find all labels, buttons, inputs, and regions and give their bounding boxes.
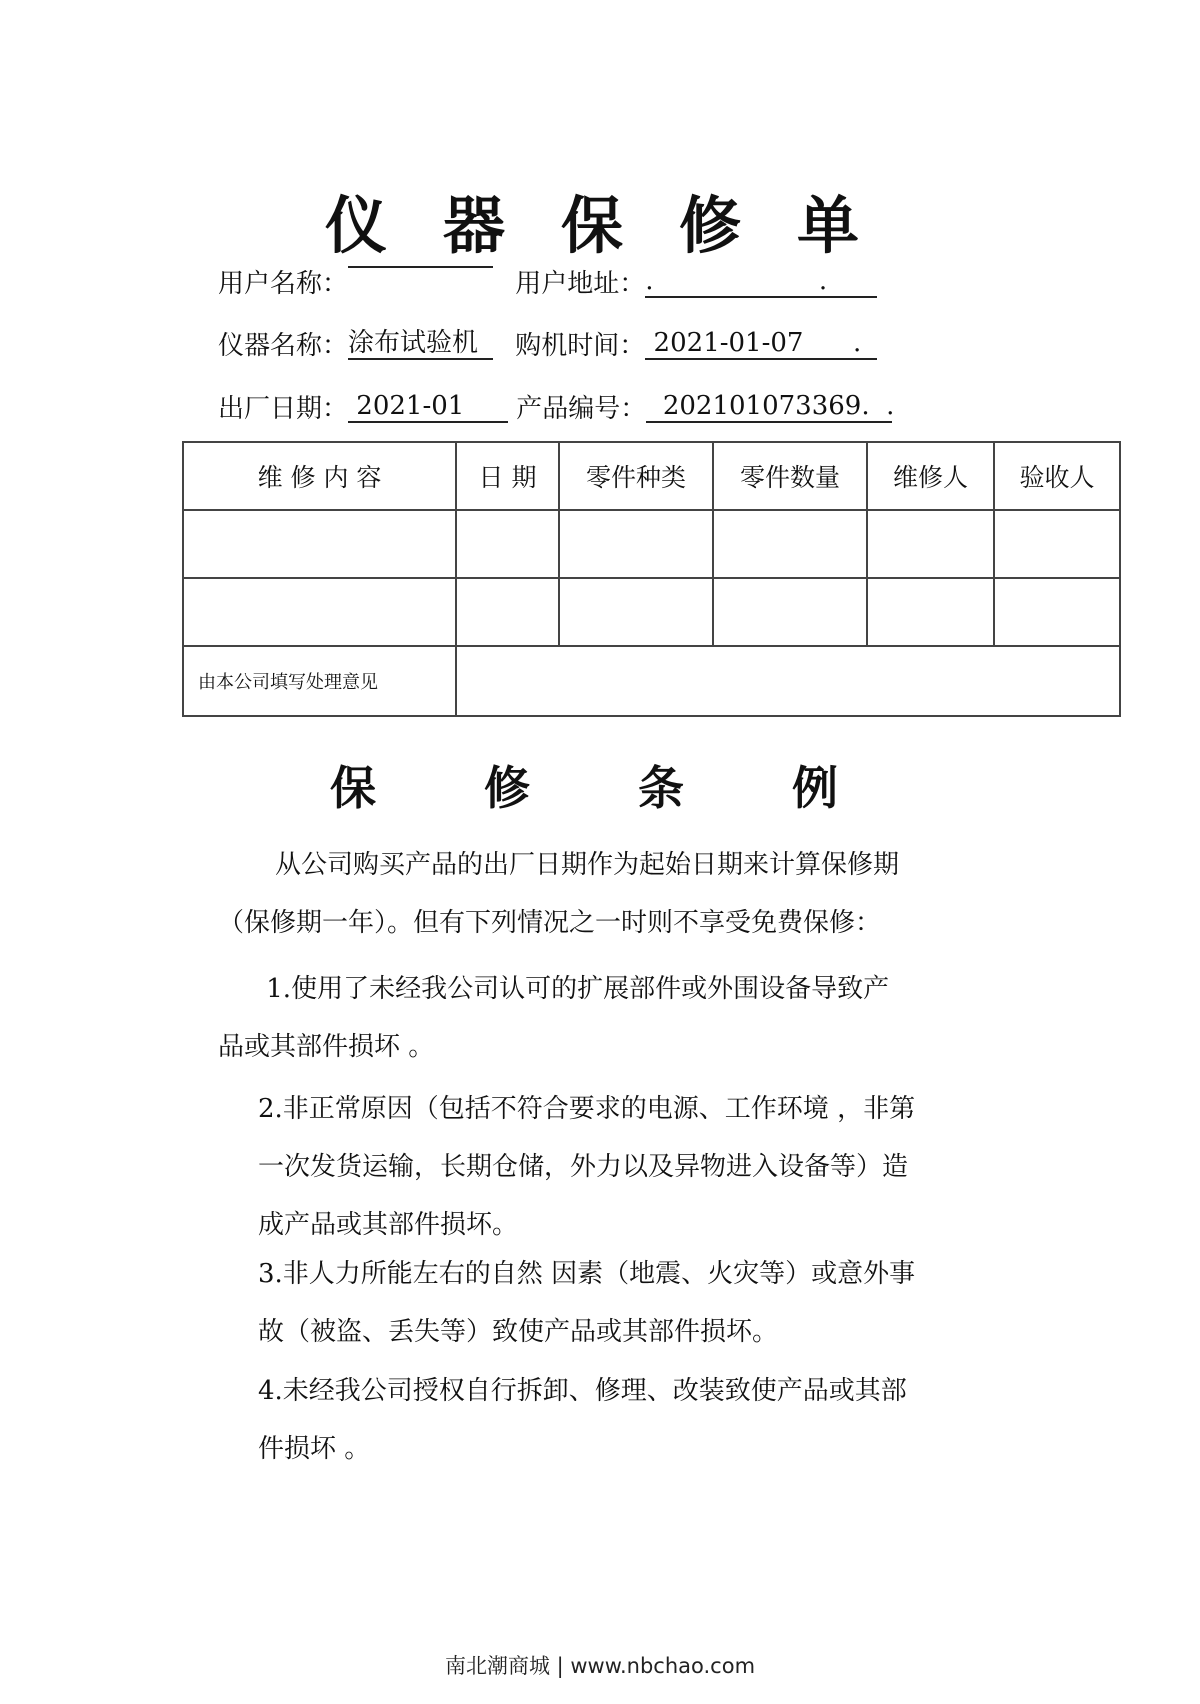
table-cell[interactable] <box>867 510 994 578</box>
purchase-time-field[interactable]: 2021-01-07 . <box>645 328 877 360</box>
table-row <box>183 578 1120 646</box>
intro-paragraph <box>218 836 988 952</box>
table-cell[interactable] <box>183 510 456 578</box>
footer-watermark: 南北潮商城 | www.nbchao.com <box>444 1654 756 1678</box>
clause-4-line-1: 4.未经我公司授权自行拆卸、修理、改装致使产品或其部 <box>258 1376 907 1406</box>
disposition-label: 由本公司填写处理意见 <box>183 646 456 716</box>
header-part-quantity: 零件数量 <box>713 442 867 510</box>
disposition-row <box>183 646 1120 716</box>
heading-char: 保 <box>330 761 376 815</box>
header-part-type: 零件种类 <box>559 442 713 510</box>
field-row-1 <box>218 266 877 302</box>
clause-1-line-1: 1.使用了未经我公司认可的扩展部件或外围设备导致产 <box>258 974 890 1004</box>
purchase-time-label: 购机时间： <box>515 331 646 361</box>
user-name-label: 用户名称： <box>218 269 349 299</box>
page-title: 仪器保修单 <box>324 189 915 262</box>
product-no-label: 产品编号： <box>516 394 647 424</box>
clause-2-line-1: 2.非正常原因（包括不符合要求的电源、工作环境 ，非第 <box>258 1094 916 1124</box>
field-row-3 <box>218 391 895 427</box>
clause-2-line-2: 一次发货运输，长期仓储，外力以及异物进入设备等）造 <box>258 1152 909 1182</box>
intro-line-2: （保修期一年）。但有下列情况之一时则不享受免费保修： <box>218 908 882 938</box>
table-cell[interactable] <box>994 578 1120 646</box>
field-row-2 <box>218 328 877 364</box>
instrument-name-field[interactable]: 涂布试验机 <box>348 328 493 360</box>
table-cell[interactable] <box>559 510 713 578</box>
clause-2-line-3: 成产品或其部件损坏。 <box>258 1210 519 1240</box>
table-cell[interactable] <box>713 510 867 578</box>
table-cell[interactable] <box>994 510 1120 578</box>
clause-1 <box>218 960 988 1076</box>
user-name-field[interactable] <box>348 266 493 268</box>
clauses-heading <box>330 752 946 818</box>
table-cell[interactable] <box>559 578 713 646</box>
clause-1-line-2: 品或其部件损坏 。 <box>218 1032 435 1062</box>
clause-2 <box>258 1080 998 1254</box>
table-cell[interactable] <box>713 578 867 646</box>
table-cell[interactable] <box>456 510 559 578</box>
header-repairer: 维修人 <box>867 442 994 510</box>
intro-line-1: 从公司购买产品的出厂日期作为起始日期来计算保修期 <box>275 850 900 880</box>
table-header-row <box>183 442 1120 510</box>
header-date: 日 期 <box>456 442 559 510</box>
header-inspector: 验收人 <box>994 442 1120 510</box>
product-no-field[interactable]: 202101073369. . <box>646 391 895 421</box>
clause-3-line-1: 3.非人力所能左右的自然 因素（地震、火灾等）或意外事 <box>258 1259 916 1289</box>
repair-table <box>182 441 1121 717</box>
table-cell[interactable] <box>183 578 456 646</box>
user-address-field[interactable]: . . <box>645 266 877 298</box>
clause-4-line-2: 件损坏 。 <box>258 1434 371 1464</box>
header-repair-content: 维 修 内 容 <box>183 442 456 510</box>
factory-date-label: 出厂日期： <box>218 394 349 424</box>
clause-3 <box>258 1245 998 1361</box>
heading-char: 条 <box>638 761 684 815</box>
disposition-field[interactable] <box>456 646 1120 716</box>
clause-4 <box>258 1362 998 1478</box>
instrument-name-label: 仪器名称： <box>218 331 349 361</box>
table-cell[interactable] <box>456 578 559 646</box>
clause-3-line-2: 故（被盗、丢失等）致使产品或其部件损坏。 <box>258 1317 779 1347</box>
table-cell[interactable] <box>867 578 994 646</box>
factory-date-field[interactable]: 2021-01 <box>348 391 508 423</box>
user-address-label: 用户地址： <box>515 269 646 299</box>
heading-char: 修 <box>484 761 530 815</box>
table-row <box>183 510 1120 578</box>
heading-char: 例 <box>792 761 838 815</box>
